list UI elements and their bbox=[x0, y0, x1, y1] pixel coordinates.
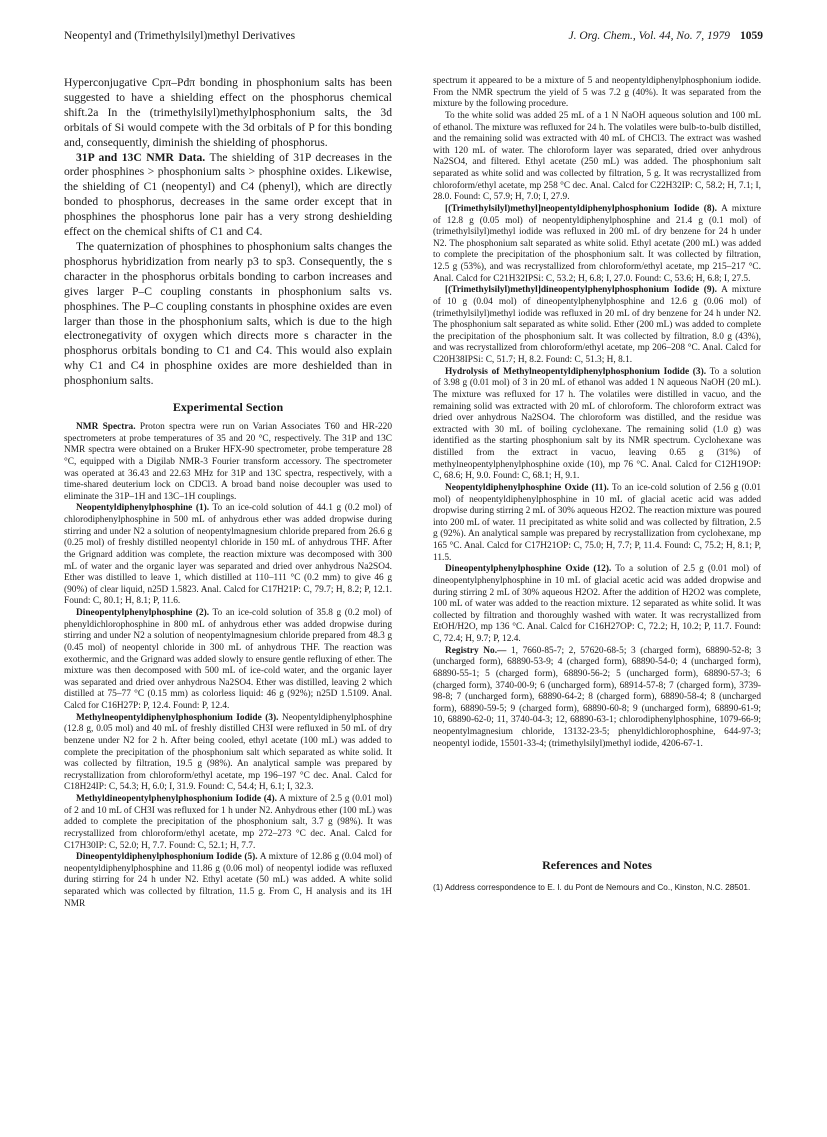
paragraph bbox=[433, 646, 761, 751]
page-number: 1059 bbox=[740, 30, 763, 42]
paragraph bbox=[433, 285, 761, 366]
paragraph-text: A mixture of 12.8 g (0.05 mol) of neopentyldiphenylphosphine and 21.4 g (0.1 mol) of (trimethylsilyl)methyl iodide was refluxed in 200 mL of dry benzene for 24 h under N2. The phosphonium salt separated as white solid. Ethyl acetate (200 mL) was added to complete the precipitation of the phosphonium salt. It was collected by filtration, 12.5 g (53%), and was recrystallized from chloroform/ethyl acetate, mp 215–217 °C. Anal. Calcd for C21H32IPSi: C, 53.2; H, 6.8; I, 27.0. Found: C, 53.6; H, 6.8; I, 27.5. bbox=[433, 203, 761, 284]
paragraph-text: A mixture of 12.86 g (0.04 mol) of neopentyldiphenylphosphine and 11.86 g (0.06 mol) of neopentyl iodide was refluxed during stirring for 24 h under N2. Ethyl acetate (50 mL) was added. A white solid separated which was collected by filtration, 11.5 g. From C, H analysis and its 1H NMR bbox=[64, 852, 392, 909]
run-in-heading: [(Trimethylsilyl)methyl]dineopentylphenylphosphonium Iodide (9). bbox=[445, 285, 717, 296]
paragraph-text: To a solution of 2.5 g (0.01 mol) of dineopentylphenylphosphine in 10 mL of glacial acetic acid was added dropwise and during stirring 2 mL of 30% aqueous H2O2. After the addition of H2O2 was complete, 100 mL of water was added to the reaction mixture. 12 separated as white solid. It was collected by filtration and thoroughly washed with water. It was recrystallized from EtOH/H2O, mp 136 °C. Anal. Calcd for C16H27OP: C, 72.2; H, 10.2; P, 11.7. Found: C, 72.4; H, 9.7; P, 12.4. bbox=[433, 564, 761, 644]
paragraph-text: A mixture of 10 g (0.04 mol) of dineopentylphenylphosphine and 12.6 g (0.06 mol) of (trimethylsilyl)methyl iodide was refluxed in 20 mL of dry benzene for 24 h under N2. The phosphonium salt separated as white solid. Ether (200 mL) was added to complete the precipitation of the phosphonium salt. It was collected by filtration, 8.0 g (43%), and was recrystallized from chloroform/ethyl acetate, mp 206–208 °C. Anal. Calcd for C20H38IPSi: C, 51.7; H, 8.2. Found: C, 51.3; H, 8.1. bbox=[433, 285, 761, 365]
journal-name: J. Org. Chem., Vol. 44, No. 7, 1979 bbox=[568, 30, 730, 42]
paragraph-text: To the white solid was added 25 mL of a 1 N NaOH aqueous solution and 100 mL of ethanol. The mixture was refluxed for 24 h. The volatiles were bulb-to-bulb distilled, and the remaining solid was extracted with 40 mL of CHCl3. The extract was washed with 120 mL of water. The chloroform layer was separated, dried over anhydrous Na2SO4, and filtered. Ethyl acetate (250 mL) was added. The phosphonium salt separated as white solid and was collected by filtration, 5 g. It was recrystallized from chloroform/ethyl acetate, mp 258 °C dec. Anal. Calcd for C22H32IP: C, 58.2; H, 7.1; I, 28.0. Found: C, 57.9; H, 7.0; I, 27.9. bbox=[433, 110, 761, 203]
references-title: References and Notes bbox=[542, 858, 652, 873]
paragraph bbox=[433, 367, 761, 483]
paragraph bbox=[64, 852, 392, 910]
run-in-heading: Dineopentylphenylphosphine Oxide (12). bbox=[445, 564, 612, 575]
paragraph bbox=[433, 564, 761, 645]
run-in-heading: Hydrolysis of Methylneopentyldiphenylphosphonium Iodide (3). bbox=[445, 366, 707, 377]
paragraph-text: Proton spectra were run on Varian Associates T60 and HR-220 spectrometers at probe temperatures of 35 and 20 °C, respectively. The 31P and 13C NMR spectra were obtained on a Bruker HFX-90 spectrometer, probe temperature 28 °C, equipped with a Digilab NMR-3 Fourier transform accessory. The spectrometer was operated at 36.43 and 22.63 MHz for 31P and 13C spectra, respectively, with a time-shared deuterium lock on CDCl3. A broad band noise decoupler was used to eliminate the 31P–1H and 13C–1H couplings. bbox=[64, 422, 392, 502]
paragraph-text: To an ice-cold solution of 44.1 g (0.2 mol) of chlorodiphenylphosphine in 500 mL of anhydrous ether was added dropwise during stirring and under N2 a solution of neopentylmagnesium chloride prepared from 26.6 g (0.25 mol) of freshly distilled neopentyl chloride in 150 mL of anhydrous THF. After the Grignard addition was complete, the reaction mixture was decomposed with 300 mL of water and the organic layer was separated and dried over anhydrous Na2SO4. Ether was distilled to leave 1, which distilled at 110–111 °C (0.2 mm) to give 46 g (90%) of clear liquid, n25D 1.5823. Anal. Calcd for C17H21P: C, 79.7; H, 8.2; P, 12.1. Found: C, 80.1; H, 8.1; P, 11.6. bbox=[64, 503, 392, 607]
paragraph-text: To an ice-cold solution of 2.56 g (0.01 mol) of neopentyldiphenylphosphine in 10 mL of glacial acetic acid was added dropwise during stirring 2 mL of 30% aqueous H2O2. The reaction mixture was poured into 200 mL of water. 11 precipitated as white solid and was collected by filtration, 2.5 g (92%). An analytical sample was prepared by recrystallization from cyclohexane, mp 165 °C. Anal. Calcd for C17H21OP: C, 75.0; H, 7.7; P, 11.4. Found: C, 75.2; H, 8.1; P, 11.5. bbox=[433, 482, 761, 563]
paragraph bbox=[64, 608, 392, 713]
run-in-heading: NMR Spectra. bbox=[76, 422, 136, 433]
discussion-text bbox=[64, 76, 392, 389]
paragraph-text: To an ice-cold solution of 35.8 g (0.2 mol) of phenyldichlorophosphine in 800 mL of anhydrous ether was added dropwise during stirring and under N2 a solution of neopentylmagnesium chloride prepared from 48.3 g (0.45 mol) of neopentyl chloride in 300 mL of anhydrous THF. The reaction was exothermic, and the Grignard was added slowly to ensure gentle refluxing of ether. The mixture was then decomposed with 500 mL of ice-cold water, and the organic layer was separated and dried over anhydrous Na2SO4. Ether was distilled, leaving 2 which distilled at 75–77 °C (0.15 mm) as colorless liquid: 46 g (92%); n25D 1.5109. Anal. Calcd for C16H27P: P, 12.4. Found: P, 12.4. bbox=[64, 608, 392, 712]
paragraph bbox=[433, 483, 761, 564]
run-in-heading: [(Trimethylsilyl)methyl]neopentyldiphenylphosphonium Iodide (8). bbox=[445, 203, 717, 214]
paragraph bbox=[64, 794, 392, 852]
paragraph: The quaternization of phosphines to phosphonium salts changes the phosphorus hybridization from nearly p3 to sp3. Consequently, the s character in the phosphorus orbitals bonding to carbon increases and gives larger P–C coupling constants in phosphonium salts vs. phosphines. The P–C coupling constants in phosphine oxides are even larger than those in the phosphonium salts, which is due to the high electronegativity of oxygen which directs more s character in the phosphorus orbitals bonding to C1 and C4. This would also explain why C1 and C4 in phosphine oxides are more deshielded than in phosphonium salts. bbox=[64, 239, 392, 388]
run-in-heading: Neopentyldiphenylphosphine Oxide (11). bbox=[445, 482, 609, 493]
journal-citation bbox=[568, 30, 763, 42]
left-column bbox=[64, 76, 392, 1116]
experimental-text-continued bbox=[433, 76, 761, 750]
reference-item: (1) Address correspondence to E. I. du Pont de Nemours and Co., Kinston, N.C. 28501. bbox=[433, 883, 751, 893]
paragraph-text: A mixture of 2.5 g (0.01 mol) of 2 and 10 mL of CH3I was refluxed for 1 h under N2. Anhydrous ether (100 mL) was added to complete the precipitation of the phosphonium salt, 3.7 g (98%). It was recrystallized from chloroform/ethyl acetate, mp 272–273 °C dec. Anal. Calcd for C17H30IP: C, 52.0; H, 7.7. Found: C, 52.1; H, 7.7. bbox=[64, 794, 392, 851]
run-in-heading: Neopentyldiphenylphosphine (1). bbox=[76, 503, 210, 514]
section-title: Experimental Section bbox=[172, 400, 284, 415]
paragraph-text: Neopentyldiphenylphosphine (12.8 g, 0.05 mol) and 40 mL of freshly distilled CH3I were refluxed in 50 mL of dry benzene under N2 for 2 h. After being cooled, ethyl acetate (100 mL) was added to complete the precipitation of the phosphonium salt which separated as white solid. It was collected by filtration, 19.5 g (98%). An analytical sample was prepared by recrystallization from chloroform/ethyl acetate, mp 196–197 °C dec. Anal. Calcd for C18H24IP: C, 54.3; H, 6.0; I, 31.9. Found: C, 54.4; H, 6.1; I, 32.3. bbox=[64, 712, 392, 793]
references-list bbox=[433, 883, 761, 894]
paragraph bbox=[433, 76, 761, 111]
paragraph bbox=[64, 713, 392, 794]
paragraph-text: To a solution of 3.98 g (0.01 mol) of 3 in 20 mL of ethanol was added 1 N aqueous NaOH (20 mL). The mixture was refluxed for 17 h. The volatiles were distilled in vacuo, and the remaining solid was extracted with 20 mL of chloroform. The chloroform extract was dried over anhydrous Na2SO4. The chloroform was distilled, and the residue was extracted with 30 mL of boiling cyclohexane. The remaining solid (1.0 g) was identified as the starting phosphonium salt by its NMR spectrum. Cyclohexane was distilled from the extract in vacuo, leaving 0.65 g (31%) of methylneopentylphenylphosphine oxide (10), mp 76 °C. Anal. Calcd for C12H19OP: C, 68.6; H, 9.0. Found: C, 68.1; H, 9.1. bbox=[433, 366, 761, 482]
right-column bbox=[433, 76, 761, 1116]
paragraph-text: spectrum it appeared to be a mixture of 5 and neopentyldiphenylphosphonium iodide. From the NMR spectrum the yield of 5 was 7.2 g (40%). It was separated from the mixture by the following procedure. bbox=[433, 76, 761, 110]
run-in-heading: Dineopentyldiphenylphosphonium Iodide (5). bbox=[76, 852, 258, 863]
paragraph bbox=[433, 204, 761, 285]
paragraph: 31P and 13C NMR Data. The shielding of 31P decreases in the order phosphines > phosphonium salts > phosphine oxides. Likewise, the shielding of C1 (neopentyl) and C4 (phenyl), which are directly bonded to phosphorus, decreases in the same order except that in phosphines the phosphorus lone pair has a very strong deshielding effect on the chemical shifts of C1 and C4. bbox=[64, 150, 392, 239]
paragraph bbox=[433, 111, 761, 204]
paragraph: Hyperconjugative Cpπ–Pdπ bonding in phosphonium salts has been suggested to have a shielding effect on the phosphorus chemical shift.2a In the (trimethylsilyl)methylphosphonium salts, the 3d orbitals of Si would compete with the 3d orbitals of P for this bonding and, consequently, diminish the shielding of phosphorus. bbox=[64, 76, 392, 149]
running-title: Neopentyl and (Trimethylsilyl)methyl Derivatives bbox=[64, 30, 296, 42]
run-in-heading: Methylneopentyldiphenylphosphonium Iodide (3). bbox=[76, 712, 279, 723]
paragraph bbox=[64, 422, 392, 503]
paragraph bbox=[64, 503, 392, 608]
run-in-heading: Registry No.— bbox=[445, 645, 507, 656]
paragraph-text: 1, 7660-85-7; 2, 57620-68-5; 3 (charged form), 68890-52-8; 3 (uncharged form), 68890-53-9; 4 (charged form), 68890-54-0; 4 (uncharged form), 68890-55-1; 5 (charged form), 68890-56-2; 5 (uncharged form), 68890-57-3; 6 (charged form), 3740-00-9; 6 (uncharged form), 68914-57-8; 7 (charged form), 3739-98-8; 7 (uncharged form), 68890-64-2; 8 (charged form), 68890-58-4; 8 (uncharged form), 68890-59-5; 9 (charged form), 68890-60-8; 9 (uncharged form), 68890-61-9; 10, 68890-62-0; 11, 3740-04-3; 12, 68890-63-1; chlorodiphenylphosphine, 1079-66-9; neopentylmagnesium chloride, 13132-23-5; phenyldichlorophosphine, 644-97-3; neopentyl iodide, 15501-33-4; (trimethylsilyl)methyl iodide, 4206-67-1. bbox=[433, 645, 761, 749]
experimental-text bbox=[64, 422, 392, 910]
run-in-heading: Dineopentylphenylphosphine (2). bbox=[76, 608, 210, 619]
run-in-heading: Methyldineopentylphenylphosphonium Iodide (4). bbox=[76, 794, 277, 805]
run-in-heading: 31P and 13C NMR Data. bbox=[76, 150, 206, 164]
running-header bbox=[64, 30, 763, 48]
